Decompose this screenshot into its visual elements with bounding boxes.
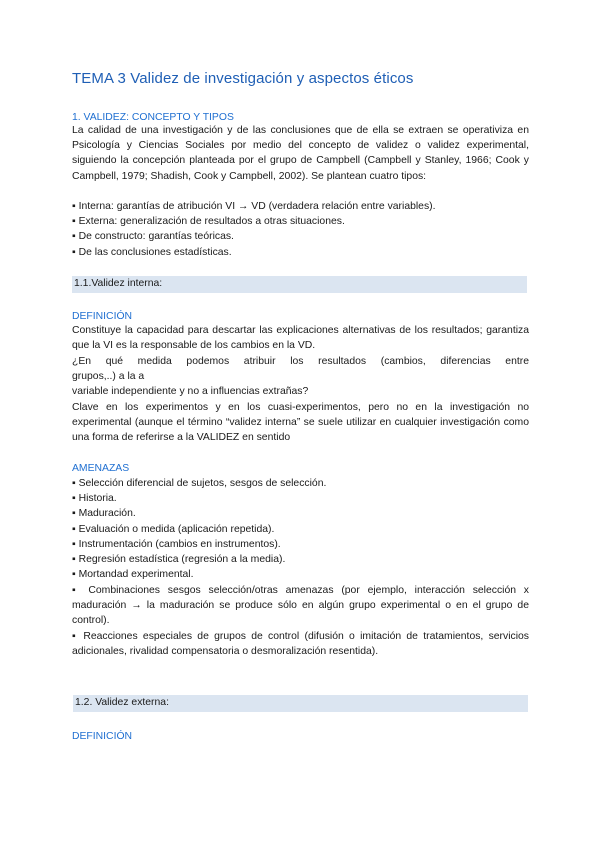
question-line-2: grupos,..) a la a	[72, 371, 145, 383]
amenazas-list	[72, 476, 529, 582]
amenaza-item: ▪ Evaluación o medida (aplicación repetida).	[72, 523, 275, 535]
section-1-1-heading-highlight	[72, 276, 527, 293]
page-title: TEMA 3 Validez de investigación y aspectos éticos	[72, 70, 414, 87]
amenaza-item: ▪ Mortandad experimental.	[72, 569, 194, 581]
validity-types-list	[72, 199, 529, 260]
section-1-heading: 1. VALIDEZ: CONCEPTO Y TIPOS	[72, 112, 234, 123]
section-1-2-heading-highlight	[73, 695, 528, 712]
validity-type-item: ▪ De constructo: garantías teóricas.	[72, 231, 234, 243]
amenaza-item: ▪ Historia.	[72, 493, 117, 505]
amenaza-item: ▪ Instrumentación (cambios en instrumentos).	[72, 538, 281, 550]
amenaza-item: ▪ Maduración.	[72, 508, 136, 520]
section-1-1-heading: 1.1.Validez interna:	[74, 278, 163, 289]
validity-type-item: ▪ De las conclusiones estadísticas.	[72, 246, 232, 258]
definicion-question	[72, 354, 529, 400]
section-1-2-heading: 1.2. Validez externa:	[75, 697, 169, 708]
definicion-paragraph-3: Clave en los experimentos y en los cuasi-experimentos, pero no en la investigación no experimental (aunque el término “validez interna” se suele utilizar en cualquier investigación como una forma de referirse a la VALIDEZ en sentido	[72, 402, 529, 444]
definicion-label-1-2: DEFINICIÓN	[72, 731, 133, 742]
validity-type-item: ▪ Interna: garantías de atribución VI → VD (verdadera relación entre variables).	[72, 201, 436, 212]
question-line-3: variable independiente y no a influencias extrañas?	[72, 386, 309, 398]
amenaza-item: ▪ Regresión estadística (regresión a la media).	[72, 554, 286, 566]
amenaza-reacciones: ▪ Reacciones especiales de grupos de control (difusión o imitación de tratamientos, servicios adicionales, rivalidad compensatoria o desmoralización resentida).	[72, 631, 529, 658]
amenaza-item: ▪ Selección diferencial de sujetos, sesgos de selección.	[72, 478, 327, 489]
validity-type-item: ▪ Externa: generalización de resultados a otras situaciones.	[72, 216, 345, 228]
section-1-intro: La calidad de una investigación y de las conclusiones que de ella se extraen se operativiza en Psicología y Ciencias Sociales por medio del concepto de validez o validez experimental, siguiendo la concepción planteada por el grupo de Campbell (Campbell y Stanley, 1966; Cook y Campbell, 1979; Shadish, Cook y Campbell, 2002). Se plantean cuatro tipos:	[72, 125, 529, 182]
question-line-1: ¿En qué medida podemos atribuir los resultados (cambios, diferencias entre	[72, 356, 529, 367]
definicion-label: DEFINICIÓN	[72, 311, 133, 322]
amenaza-combinaciones: ▪ Combinaciones sesgos selección/otras amenazas (por ejemplo, interacción selección x maduración → la maduración se produce sólo en algún grupo experimental o en el grupo de control).	[72, 585, 529, 627]
definicion-paragraph-1: Constituye la capacidad para descartar las explicaciones alternativas de los resultados; garantiza que la VI es la responsable de los cambios en la VD.	[72, 325, 529, 352]
amenazas-label: AMENAZAS	[72, 463, 130, 474]
